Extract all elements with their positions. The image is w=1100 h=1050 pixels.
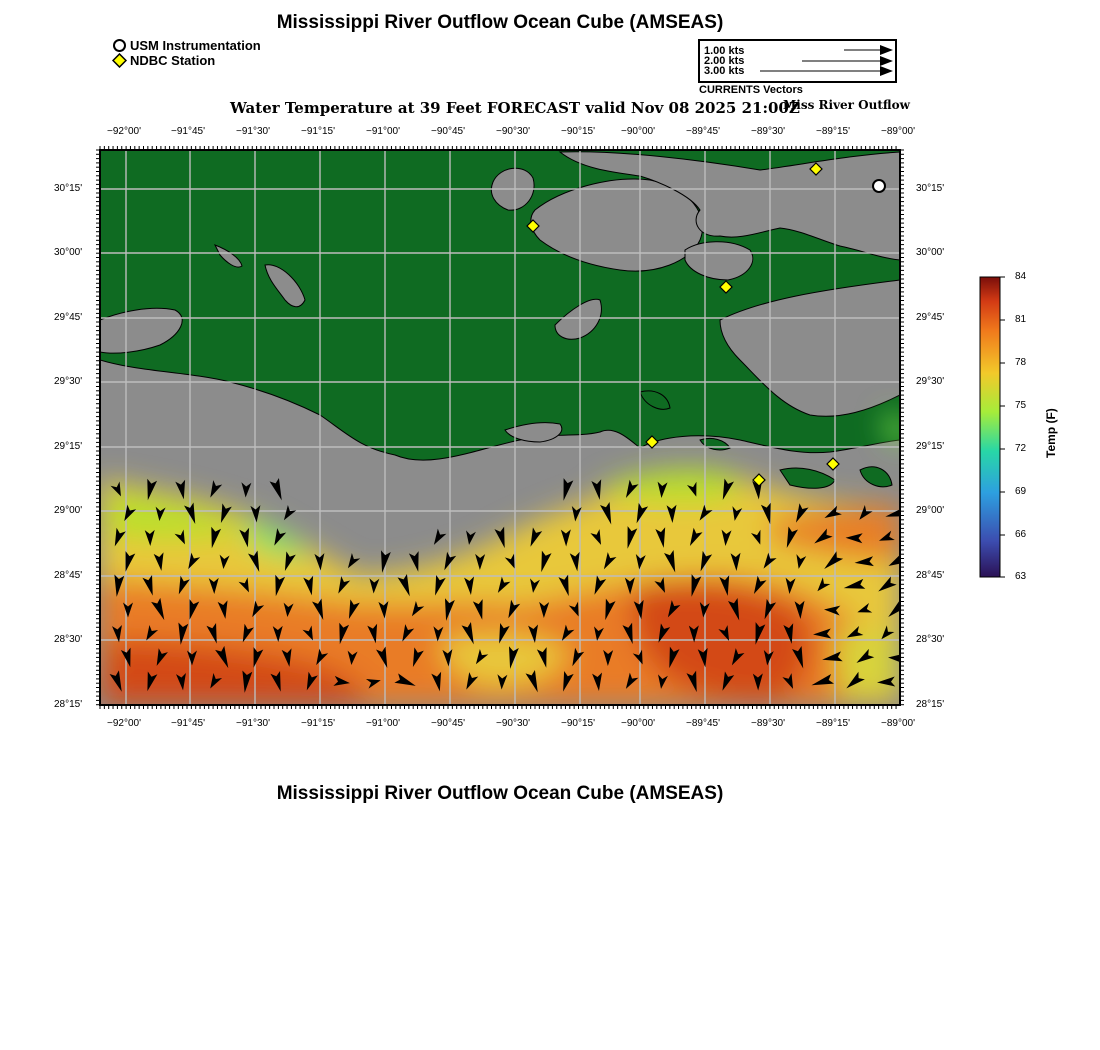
lon-tick-top: −89°30' xyxy=(751,126,785,137)
lat-tick-left: 29°00' xyxy=(54,505,83,516)
lon-tick-top: −91°45' xyxy=(171,126,205,137)
lon-tick-top: −90°45' xyxy=(431,126,465,137)
lon-tick-bottom: −89°30' xyxy=(751,718,785,729)
lat-tick-right: 29°15' xyxy=(916,441,945,452)
lat-tick-left: 28°15' xyxy=(54,699,83,710)
lat-tick-right: 30°15' xyxy=(916,183,945,194)
colorbar-ticks xyxy=(1000,277,1005,577)
lat-tick-right: 28°30' xyxy=(916,634,945,645)
lon-tick-top: −91°00' xyxy=(366,126,400,137)
lon-tick-bottom: −92°00' xyxy=(107,718,141,729)
lon-tick-top: −90°30' xyxy=(496,126,530,137)
lat-tick-left: 28°30' xyxy=(54,634,83,645)
colorbar-label: 63 xyxy=(1015,571,1027,582)
lon-tick-top: −90°15' xyxy=(561,126,595,137)
colorbar-label: 69 xyxy=(1015,486,1027,497)
map-title: Mississippi River Outflow Ocean Cube (AMSEAS) xyxy=(276,12,724,33)
lat-tick-right: 29°00' xyxy=(916,505,945,516)
lat-tick-left: 28°45' xyxy=(54,570,83,581)
lat-tick-left: 29°45' xyxy=(54,312,83,323)
lon-tick-top: −89°15' xyxy=(816,126,850,137)
lat-tick-right: 28°15' xyxy=(916,699,945,710)
lat-tick-right: 29°45' xyxy=(916,312,945,323)
vector-key-row-3: 3.00 kts xyxy=(704,65,745,77)
lon-tick-top: −91°30' xyxy=(236,126,270,137)
colorbar-label: 81 xyxy=(1015,314,1027,325)
map-title-repeat: Mississippi River Outflow Ocean Cube (AMSEAS) xyxy=(276,783,724,804)
lon-tick-bottom: −91°15' xyxy=(301,718,335,729)
lat-tick-left: 30°00' xyxy=(54,247,83,258)
lon-tick-top: −91°15' xyxy=(301,126,335,137)
lon-tick-top: −89°00' xyxy=(881,126,915,137)
lat-tick-left: 29°15' xyxy=(54,441,83,452)
lon-tick-top: −92°00' xyxy=(107,126,141,137)
lon-tick-bottom: −89°00' xyxy=(881,718,915,729)
region-name: Miss River Outflow xyxy=(783,98,910,112)
lat-tick-left: 30°15' xyxy=(54,183,83,194)
vector-key-caption: CURRENTS Vectors xyxy=(699,84,803,96)
lat-tick-right: 30°00' xyxy=(916,247,945,258)
vector-key-row-1: 1.00 kts xyxy=(704,45,745,57)
map-subtitle: Water Temperature at 39 Feet FORECAST valid Nov 08 2025 21:00Z xyxy=(230,99,800,117)
lon-tick-bottom: −91°30' xyxy=(236,718,270,729)
usm-instrument-marker[interactable] xyxy=(873,180,885,192)
vector-key-row-2: 2.00 kts xyxy=(704,55,745,67)
lon-tick-top: −89°45' xyxy=(686,126,720,137)
lon-tick-bottom: −89°45' xyxy=(686,718,720,729)
colorbar-label: 72 xyxy=(1015,443,1027,454)
lon-tick-bottom: −90°30' xyxy=(496,718,530,729)
lon-tick-bottom: −90°45' xyxy=(431,718,465,729)
lat-tick-right: 29°30' xyxy=(916,376,945,387)
colorbar-label: 78 xyxy=(1015,357,1027,368)
lon-tick-bottom: −90°15' xyxy=(561,718,595,729)
colorbar xyxy=(980,277,1000,577)
legend-usm-label: USM Instrumentation xyxy=(130,38,261,53)
colorbar-label: 75 xyxy=(1015,400,1027,411)
legend-ndbc-label: NDBC Station xyxy=(130,53,216,68)
lon-tick-top: −90°00' xyxy=(621,126,655,137)
lon-tick-bottom: −91°45' xyxy=(171,718,205,729)
lon-tick-bottom: −91°00' xyxy=(366,718,400,729)
lon-tick-bottom: −89°15' xyxy=(816,718,850,729)
colorbar-label: 84 xyxy=(1015,271,1027,282)
colorbar-title: Temp (F) xyxy=(1044,408,1058,458)
lat-tick-right: 28°45' xyxy=(916,570,945,581)
lat-tick-left: 29°30' xyxy=(54,376,83,387)
lon-tick-bottom: −90°00' xyxy=(621,718,655,729)
colorbar-label: 66 xyxy=(1015,529,1027,540)
